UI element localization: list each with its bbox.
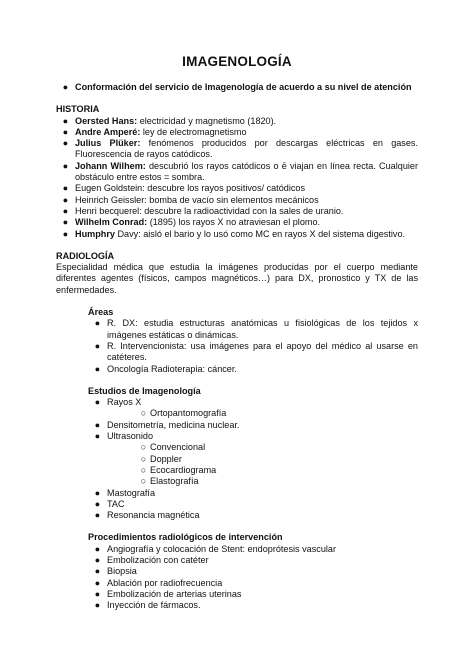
bullet-icon: ● (62, 82, 69, 92)
historia-item-desc: descubrió los rayos catódicos o ē viajan en línea recta. Cualquier obstáculo entre estos = sombra. (75, 160, 418, 183)
list-item (56, 138, 418, 161)
list-item (56, 161, 418, 184)
list-item (56, 229, 418, 240)
list-item (56, 127, 418, 138)
bullet-icon: ○ (140, 408, 147, 419)
list-item (56, 217, 418, 228)
bullet-icon: ● (94, 566, 101, 577)
historia-item-name: Humphry (75, 228, 115, 239)
rayos-x-sublist (137, 408, 418, 419)
historia-item-text (75, 206, 418, 217)
historia-item-desc: electricidad y magnetismo (1820). (137, 115, 277, 126)
bullet-icon: ● (62, 160, 69, 171)
procedimientos-list (88, 544, 418, 612)
historia-item-text (75, 116, 418, 127)
bullet-icon: ○ (140, 453, 147, 464)
list-item: ● Densitometría, medicina nuclear. (88, 420, 418, 431)
historia-heading: HISTORIA (56, 104, 100, 115)
list-item: ● R. DX: estudia estructuras anatómicas u fisiológicas de los tejidos x imágenes estáticas o dinámicas. (88, 318, 418, 341)
intro-bullet: ● Conformación del servicio de Imagenología de acuerdo a su nivel de atención (56, 82, 418, 93)
estudios-rest-list (88, 488, 418, 522)
bullet-icon: ○ (140, 464, 147, 475)
list-item: ○ Elastografía (137, 476, 418, 487)
historia-item-desc: ley de electromagnetismo (140, 126, 247, 137)
list-item: ○ Convencional (137, 442, 418, 453)
historia-item-text (75, 127, 418, 138)
bullet-icon: ● (62, 194, 69, 205)
list-item: ● Inyección de fármacos. (88, 600, 418, 611)
areas-list (88, 318, 418, 374)
list-item (56, 195, 418, 206)
bullet-icon: ● (94, 397, 101, 408)
historia-item-text (75, 217, 418, 228)
bullet-icon: ● (94, 318, 101, 329)
list-item: ○ Ecocardiograma (137, 465, 418, 476)
list-item (56, 183, 418, 194)
list-item: ● Resonancia magnética (88, 510, 418, 521)
list-item: ● Rayos X (88, 397, 418, 408)
list-item: ● Ultrasonido (88, 431, 418, 442)
bullet-icon: ● (94, 543, 101, 554)
historia-item-name: Johann Wilhem: (75, 160, 146, 171)
procedimientos-heading: Procedimientos radiológicos de intervención (88, 532, 283, 543)
bullet-icon: ● (94, 419, 101, 430)
bullet-icon: ● (94, 577, 101, 588)
list-item: ● Mastografía (88, 488, 418, 499)
areas-heading: Áreas (88, 307, 114, 318)
bullet-icon: ● (94, 340, 101, 351)
bullet-icon: ● (62, 228, 69, 239)
document-body (56, 82, 418, 611)
historia-item-name: Andre Amperé: (75, 126, 141, 137)
historia-item-text (75, 161, 418, 184)
list-item: ● Biopsia (88, 566, 418, 577)
historia-item-name: Wilhelm Conrad: (75, 217, 148, 228)
bullet-icon: ○ (140, 476, 147, 487)
historia-item-text (75, 138, 418, 161)
list-item: ○ Doppler (137, 454, 418, 465)
historia-item-desc: fenómenos producidos por descargas eléctricas en gases. Fluorescencia de rayos catódicos. (75, 138, 418, 160)
bullet-icon: ● (62, 138, 69, 149)
radiologia-definition: Especialidad médica que estudia la imágenes producidas por el cuerpo mediante diferentes agentes (físicos, campos magnéticos…) para DX, pronostico y TX de las enfermedades. (56, 262, 418, 295)
list-item (56, 206, 418, 217)
list-item: ● R. Intervencionista: usa imágenes para el apoyo del médico al usarse en catéteres. (88, 341, 418, 364)
bullet-icon: ● (62, 205, 69, 216)
historia-item-desc: Davy: aisló el bario y lo usó como MC en rayos X del sistema digestivo. (114, 228, 406, 239)
list-item: ● Angiografía y colocación de Stent: endoprótesis vascular (88, 544, 418, 555)
historia-item-desc: Eugen Goldstein: descubre los rayos positivos/ catódicos (75, 183, 305, 194)
bullet-icon: ● (94, 363, 101, 374)
list-item: ● Ablación por radiofrecuencia (88, 578, 418, 589)
list-item: ● Embolización de arterias uterinas (88, 589, 418, 600)
bullet-icon: ● (62, 217, 69, 228)
bullet-icon: ● (94, 600, 101, 611)
bullet-icon: ● (62, 115, 69, 126)
list-item (56, 116, 418, 127)
list-item: ● TAC (88, 499, 418, 510)
historia-item-text (75, 195, 418, 206)
estudios-heading: Estudios de Imagenología (88, 385, 201, 396)
bullet-icon: ● (62, 183, 69, 194)
historia-item-text (75, 183, 418, 194)
historia-item-name: Julius Plüker: (75, 138, 141, 149)
bullet-icon: ● (94, 431, 101, 442)
radiologia-heading: RADIOLOGÍA (56, 250, 115, 261)
bullet-icon: ● (94, 498, 101, 509)
list-item: ○ Ortopantomografía (137, 408, 418, 419)
bullet-icon: ● (94, 487, 101, 498)
list-item: ● Embolización con catéter (88, 555, 418, 566)
list-item: ● Oncología Radioterapia: cáncer. (88, 364, 418, 375)
bullet-icon: ● (94, 554, 101, 565)
ultrasonido-sublist (137, 442, 418, 487)
historia-item-desc: (1895) los rayos X no atraviesan el plomo. (147, 217, 321, 228)
historia-item-name: Oersted Hans: (75, 115, 138, 126)
historia-item-text (75, 229, 418, 240)
bullet-icon: ● (62, 126, 69, 137)
historia-item-desc: Heinrich Geissler: bomba de vacío sin elementos mecánicos (75, 194, 319, 205)
historia-item-desc: Henri becquerel: descubre la radioactividad con la sales de uranio. (75, 205, 344, 216)
bullet-icon: ● (94, 510, 101, 521)
estudios-list (88, 397, 418, 521)
document-title: IMAGENOLOGÍA (182, 54, 292, 69)
bullet-icon: ● (94, 588, 101, 599)
bullet-icon: ○ (140, 442, 147, 453)
historia-list (56, 116, 418, 240)
